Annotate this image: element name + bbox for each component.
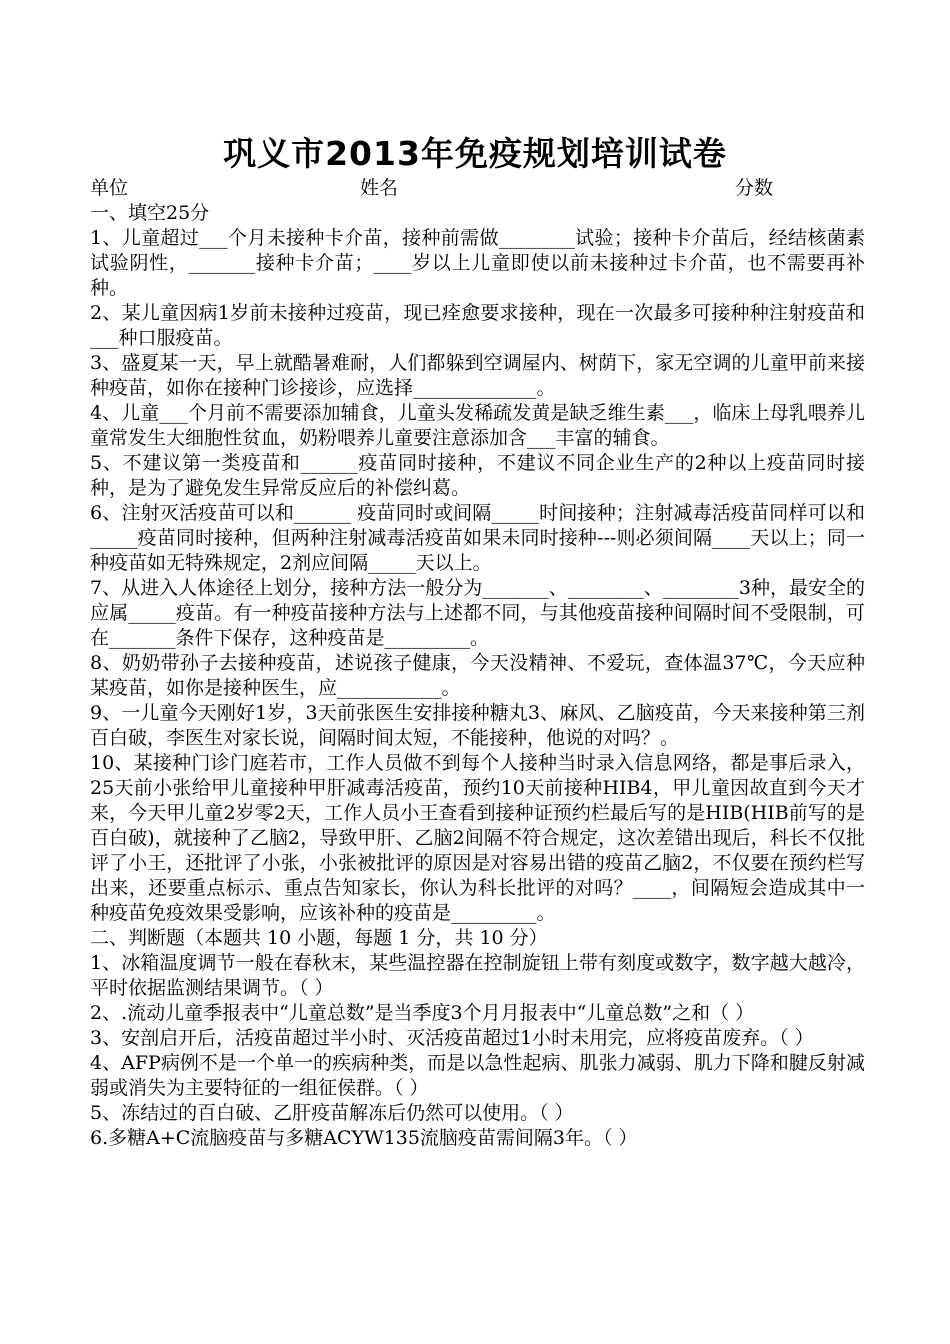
- question-1-7: 7、从进入人体途径上划分，接种方法一般分为_______、________、________3种，最安全的应属_____疫苗。有一种疫苗接种方法与上述都不同，与其他疫苗接种间隔时间不受限制，可在_______条件下保存，这种疫苗是_________。: [90, 577, 865, 649]
- question-1-5: 5、不建议第一类疫苗和______疫苗同时接种，不建议不同企业生产的2种以上疫苗同时接种，是为了避免发生异常反应后的补偿纠葛。: [90, 452, 865, 499]
- page-title: 巩义市2013年免疫规划培训试卷: [223, 134, 727, 173]
- section2-heading: 二、判断题（本题共 10 小题，每题 1 分，共 10 分）: [90, 927, 548, 949]
- question-2-6: 6.多糖A+C流脑疫苗与多糖ACYW135流脑疫苗需间隔3年。（ ）: [90, 1127, 638, 1149]
- question-1-3: 3、盛夏某一天，早上就酷暑难耐，人们都躲到空调屋内、树荫下，家无空调的儿童甲前来接种疫苗，如你在接种门诊接诊，应选择_____________。: [90, 352, 865, 399]
- question-2-4: 4、AFP病例不是一个单一的疾病种类，而是以急性起病、肌张力减弱、肌力下降和腱反射减弱或消失为主要特征的一组征侯群。（ ）: [90, 1052, 865, 1099]
- question-2-2: 2、.流动儿童季报表中“儿童总数”是当季度3个月月报表中“儿童总数”之和（ ）: [90, 1002, 755, 1024]
- question-1-10: 10、某接种门诊门庭若市，工作人员做不到每个人接种当时录入信息网络，都是事后录入，25天前小张给甲儿童接种甲肝减毒活疫苗，预约10天前接种HIB4，甲儿童因故直到今天才来，今天甲儿童2岁零2天，工作人员小王查看到接种证预约栏最后写的是HIB(HIB前写的是百白破)，就接种了乙脑2，导致甲肝、乙脑2间隔不符合规定，这次差错出现后，科长不仅批评了小王，还批评了小张，小张被批评的原因是对容易出错的疫苗乙脑2，不仅要在预约栏写出来，还要重点标示、重点告知家长，你认为科长批评的对吗？____，间隔短会造成其中一种疫苗免疫效果受影响，应该补种的疫苗是_________。: [90, 752, 865, 924]
- question-2-1: 1、冰箱温度调节一般在春秋末，某些温控器在控制旋钮上带有刻度或数字，数字越大越冷，平时依据监测结果调节。（ ）: [90, 952, 865, 999]
- section1-heading: 一、填空25分: [90, 202, 210, 224]
- question-2-5: 5、冻结过的百白破、乙肝疫苗解冻后仍然可以使用。（ ）: [90, 1102, 574, 1124]
- unit-label: 单位: [90, 177, 129, 199]
- name-label: 姓名: [360, 177, 399, 199]
- question-1-4: 4、儿童___个月前不需要添加辅食，儿童头发稀疏发黄是缺乏维生素___，临床上母乳喂养儿童常发生大细胞性贫血，奶粉喂养儿童要注意添加含___丰富的辅食。: [90, 402, 865, 449]
- score-label: 分数: [735, 177, 774, 199]
- info-header: [90, 176, 865, 201]
- question-1-1: 1、儿童超过___个月未接种卡介苗，接种前需做________试验；接种卡介苗后，经结核菌素试验阴性，_______接种卡介苗；____岁以上儿童即使以前未接种过卡介苗，也不需要再补种。: [90, 227, 865, 299]
- question-1-8: 8、奶奶带孙子去接种疫苗，述说孩子健康，今天没精神、不爱玩，查体温37℃，今天应种某疫苗，如你是接种医生，应___________。: [90, 652, 865, 699]
- question-1-9: 9、一儿童今天刚好1岁，3天前张医生安排接种糖丸3、麻风、乙脑疫苗，今天来接种第三剂百白破，李医生对家长说，间隔时间太短，不能接种，他说的对吗？。: [90, 702, 865, 749]
- question-2-3: 3、安剖启开后，活疫苗超过半小时、灭活疫苗超过1小时未用完，应将疫苗废弃。（ ）: [90, 1027, 814, 1049]
- question-1-6: 6、注射灭活疫苗可以和______ 疫苗同时或间隔_____时间接种；注射减毒活疫苗同样可以和_____疫苗同时接种，但两种注射减毒活疫苗如果未同时接种---则必须间隔____天以上；同一种疫苗如无特殊规定，2剂应间隔_____天以上。: [90, 502, 865, 574]
- question-1-2: 2、某儿童因病1岁前未接种过疫苗，现已痊愈要求接种，现在一次最多可接种种注射疫苗和___种口服疫苗。: [90, 302, 865, 349]
- exam-body: [90, 176, 865, 1151]
